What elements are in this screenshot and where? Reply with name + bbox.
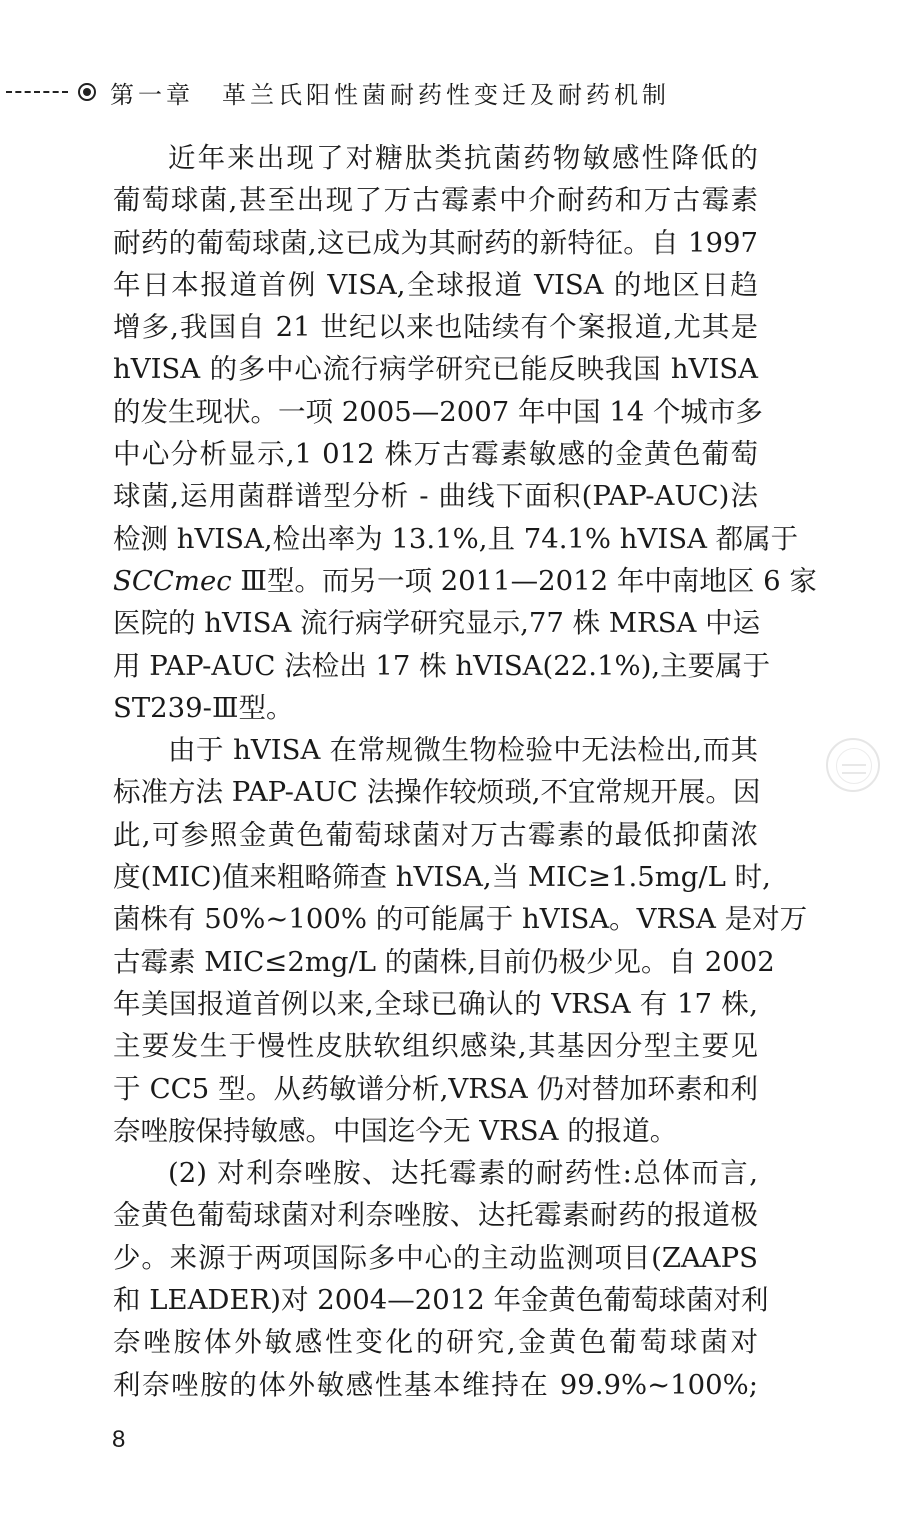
text-line: 标准方法 PAP-AUC 法操作较烦琐,不宜常规开展。因 <box>113 776 761 809</box>
text-line: 于 CC5 型。从药敏谱分析,VRSA 仍对替加环素和利 <box>113 1072 758 1105</box>
text-line: 主要发生于慢性皮肤软组织感染,其基因分型主要见 <box>113 1030 758 1063</box>
text-line: 古霉素 MIC≤2mg/L 的菌株,目前仍极少见。自 2002 <box>113 945 775 978</box>
text-line: 金黄色葡萄球菌对利奈唑胺、达托霉素耐药的报道极 <box>113 1199 758 1232</box>
text-line: 年美国报道首例以来,全球已确认的 VRSA 有 17 株, <box>113 987 758 1020</box>
text-line: 奈唑胺体外敏感性变化的研究,金黄色葡萄球菌对 <box>113 1326 758 1359</box>
text-line: 和 LEADER)对 2004—2012 年金黄色葡萄球菌对利 <box>113 1284 769 1317</box>
text-line: 耐药的葡萄球菌,这已成为其耐药的新特征。自 1997 <box>113 226 758 259</box>
text-line: hVISA 的多中心流行病学研究已能反映我国 hVISA <box>113 353 758 386</box>
text-line: 年日本报道首例 VISA,全球报道 VISA 的地区日趋 <box>113 268 758 301</box>
page-number: 8 <box>112 1426 126 1453</box>
gene-name-italic: SCCmec <box>113 564 232 597</box>
text-line: 近年来出现了对糖肽类抗菌药物敏感性降低的 <box>168 142 758 174</box>
text-line: ST239-Ⅲ型。 <box>113 691 294 724</box>
text-line: 奈唑胺保持敏感。中国迄今无 VRSA 的报道。 <box>113 1114 678 1147</box>
text-line: 中心分析显示,1 012 株万古霉素敏感的金黄色葡萄 <box>113 438 758 471</box>
text-line: 球菌,运用菌群谱型分析 - 曲线下面积(PAP-AUC)法 <box>113 480 758 513</box>
text-line: 的发生现状。一项 2005—2007 年中国 14 个城市多 <box>113 395 763 428</box>
text-line: 医院的 hVISA 流行病学研究显示,77 株 MRSA 中运 <box>113 607 761 640</box>
text-line: 菌株有 50%~100% 的可能属于 hVISA。VRSA 是对万 <box>113 903 808 936</box>
header-dotted-rule <box>6 91 68 93</box>
running-header <box>0 72 900 112</box>
publisher-logo-icon <box>826 738 880 792</box>
header-bullet-icon <box>78 83 96 101</box>
text-line: 少。来源于两项国际多中心的主动监测项目(ZAAPS <box>113 1241 758 1274</box>
paragraph-1 <box>113 137 817 729</box>
chapter-title: 第一章 革兰氏阳性菌耐药性变迁及耐药机制 <box>110 80 670 109</box>
paragraph-2 <box>113 729 808 1152</box>
text-line: 用 PAP-AUC 法检出 17 株 hVISA(22.1%),主要属于 <box>113 649 771 682</box>
text-line <box>113 560 817 602</box>
body-text <box>113 137 817 1406</box>
text-line: 利奈唑胺的体外敏感性基本维持在 99.9%~100%; <box>113 1368 758 1401</box>
text-line: 葡萄球菌,甚至出现了万古霉素中介耐药和万古霉素 <box>113 184 758 217</box>
text-line: 检测 hVISA,检出率为 13.1%,且 74.1% hVISA 都属于 <box>113 522 799 555</box>
text-line: 增多,我国自 21 世纪以来也陆续有个案报道,尤其是 <box>113 311 758 344</box>
text-line: 此,可参照金黄色葡萄球菌对万古霉素的最低抑菌浓 <box>113 818 758 851</box>
paragraph-3 <box>113 1152 769 1406</box>
text-line: 由于 hVISA 在常规微生物检验中无法检出,而其 <box>168 734 758 767</box>
text-span: Ⅲ型。而另一项 2011—2012 年中南地区 6 家 <box>231 564 817 597</box>
text-line: (2) 对利奈唑胺、达托霉素的耐药性:总体而言, <box>168 1157 758 1190</box>
text-line: 度(MIC)值来粗略筛查 hVISA,当 MIC≥1.5mg/L 时, <box>113 861 771 894</box>
